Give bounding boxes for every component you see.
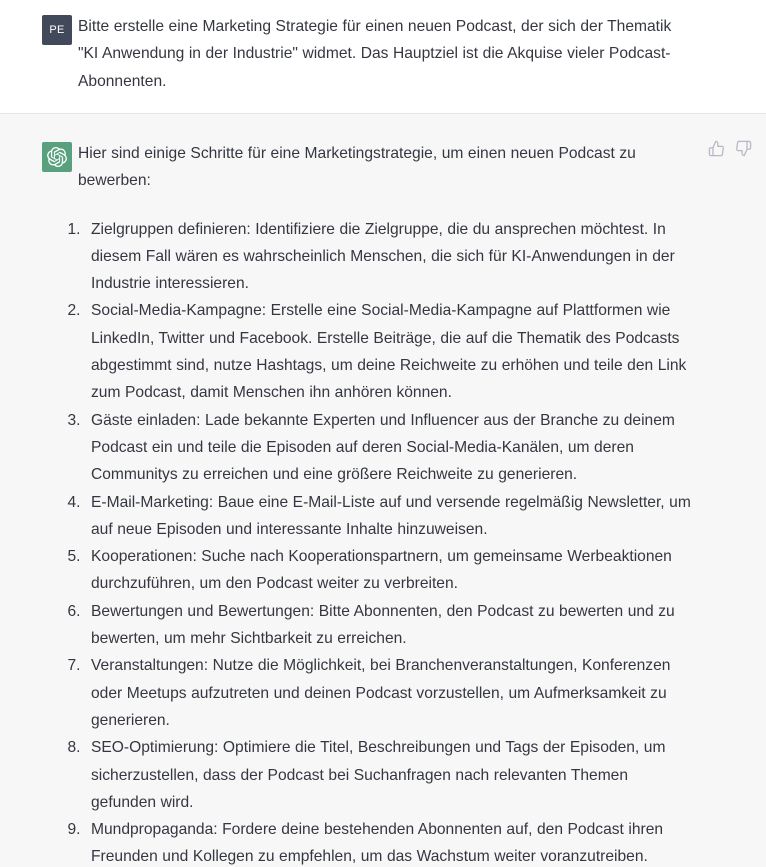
assistant-avatar (42, 142, 72, 172)
strategy-list (78, 216, 692, 867)
user-message-text: Bitte erstelle eine Marketing Strategie für einen neuen Podcast, der sich der Thematik "KI Anwendung in der Industrie" widmet. Das Hauptziel ist die Akquise vieler Podcast-Abonnenten. (78, 18, 672, 90)
user-message (0, 0, 766, 113)
thumbs-up-button[interactable] (708, 140, 725, 157)
strategy-step: 3. Gäste einladen: Lade bekannte Experten und Influencer aus der Branche zu deinem Podcast ein und teile die Episoden auf deren Social-Media-Kanälen, um deren Communitys zu erreichen und eine größere Reichweite zu generieren. (85, 407, 692, 489)
assistant-message (0, 113, 766, 867)
strategy-step: 2. Social-Media-Kampagne: Erstelle eine Social-Media-Kampagne auf Plattformen wie LinkedIn, Twitter und Facebook. Erstelle Beiträge, die auf die Thematik des Podcasts abgestimmt sind, nutze Hashtags, um deine Reichweite zu erhöhen und teile den Link zum Podcast, damit Menschen ihn anhören können. (85, 297, 692, 406)
feedback-buttons (708, 140, 752, 157)
thumbs-up-icon (708, 140, 725, 157)
strategy-step: 4. E-Mail-Marketing: Baue eine E-Mail-Liste auf und versende regelmäßig Newsletter, um auf neue Episoden und interessante Inhalte hinzuweisen. (85, 489, 692, 544)
openai-logo-icon (47, 147, 67, 167)
strategy-step: 5. Kooperationen: Suche nach Kooperationspartnern, um gemeinsame Werbeaktionen durchzuführen, um den Podcast weiter zu verbreiten. (85, 543, 692, 598)
assistant-message-content (78, 140, 692, 867)
strategy-step: 8. SEO-Optimierung: Optimiere die Titel, Beschreibungen und Tags der Episoden, um sicherzustellen, dass der Podcast bei Suchanfragen nach relevanten Themen gefunden wird. (85, 734, 692, 816)
strategy-step: 1. Zielgruppen definieren: Identifiziere die Zielgruppe, die du ansprechen möchtest. In diesem Fall wären es wahrscheinlich Menschen, die sich für KI-Anwendungen in der Industrie interessieren. (85, 216, 692, 298)
assistant-intro: Hier sind einige Schritte für eine Marketingstrategie, um einen neuen Podcast zu bewerben: (78, 145, 636, 190)
strategy-step: 9. Mundpropaganda: Fordere deine bestehenden Abonnenten auf, den Podcast ihren Freunden und Kollegen zu empfehlen, um das Wachstum weiter voranzutreiben. (85, 816, 692, 867)
strategy-step: 7. Veranstaltungen: Nutze die Möglichkeit, bei Branchenveranstaltungen, Konferenzen oder Meetups aufzutreten und deinen Podcast vorzustellen, um Aufmerksamkeit zu generieren. (85, 652, 692, 734)
strategy-step: 6. Bewertungen und Bewertungen: Bitte Abonnenten, den Podcast zu bewerten und zu bewerten, um mehr Sichtbarkeit zu erreichen. (85, 598, 692, 653)
thumbs-down-button[interactable] (735, 140, 752, 157)
user-avatar: PE (42, 15, 72, 45)
thumbs-down-icon (735, 140, 752, 157)
